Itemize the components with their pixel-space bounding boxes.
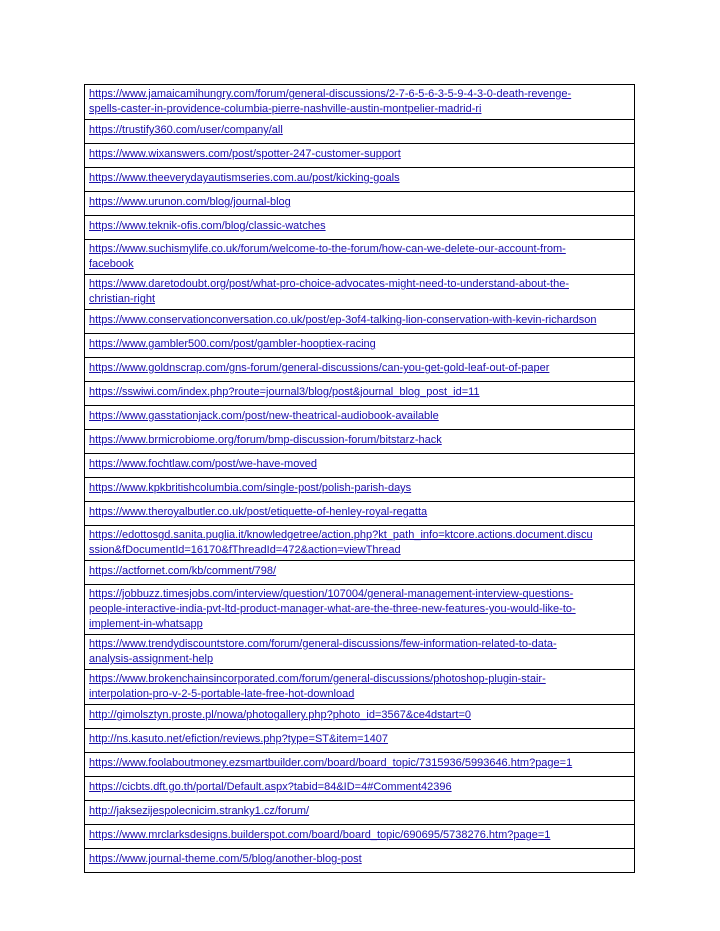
link-cell — [85, 358, 635, 382]
url-link[interactable]: https://www.theroyalbutler.co.uk/post/etiquette-of-henley-royal-regatta — [89, 506, 428, 518]
url-link[interactable]: people-interactive-india-pvt-ltd-product-manager-what-are-the-three-new-features-you-would-like-to- — [89, 603, 576, 615]
link-cell — [85, 585, 635, 635]
link-cell — [85, 526, 635, 561]
link-row — [85, 561, 635, 585]
link-cell — [85, 168, 635, 192]
link-row — [85, 120, 635, 144]
url-link[interactable]: https://jobbuzz.timesjobs.com/interview/question/107004/general-management-interview-questions- — [89, 588, 574, 600]
url-link[interactable]: https://www.fochtlaw.com/post/we-have-moved — [89, 458, 318, 470]
link-row — [85, 777, 635, 801]
link-cell — [85, 310, 635, 334]
link-row — [85, 502, 635, 526]
link-row — [85, 144, 635, 168]
link-cell — [85, 801, 635, 825]
url-link[interactable]: https://www.mrclarksdesigns.builderspot.com/board/board_topic/690695/5738276.htm?page=1 — [89, 829, 551, 841]
link-cell — [85, 777, 635, 801]
link-row — [85, 478, 635, 502]
link-row — [85, 430, 635, 454]
url-link[interactable]: https://www.suchismylife.co.uk/forum/welcome-to-the-forum/how-can-we-delete-our-account-from- — [89, 243, 566, 255]
link-cell — [85, 406, 635, 430]
url-link[interactable]: https://www.jamaicamihungry.com/forum/general-discussions/2-7-6-5-6-3-5-9-4-3-0-death-revenge- — [89, 88, 572, 100]
link-cell — [85, 144, 635, 168]
url-link[interactable]: https://www.gambler500.com/post/gambler-hooptiex-racing — [89, 338, 376, 350]
link-row — [85, 705, 635, 729]
url-link[interactable]: https://www.brmicrobiome.org/forum/bmp-discussion-forum/bitstarz-hack — [89, 434, 442, 446]
url-link[interactable]: https://trustify360.com/user/company/all — [89, 124, 283, 136]
link-row — [85, 753, 635, 777]
link-cell — [85, 705, 635, 729]
url-link[interactable]: http://gimolsztyn.proste.pl/nowa/photogallery.php?photo_id=3567&ce4dstart=0 — [89, 709, 471, 721]
url-link[interactable]: https://www.journal-theme.com/5/blog/another-blog-post — [89, 853, 362, 865]
link-row — [85, 382, 635, 406]
link-cell — [85, 729, 635, 753]
link-row — [85, 454, 635, 478]
url-link[interactable]: http://jaksezijespolecnicim.stranky1.cz/forum/ — [89, 805, 310, 817]
link-list-table — [84, 84, 635, 873]
url-link[interactable]: https://sswiwi.com/index.php?route=journal3/blog/post&journal_blog_post_id=11 — [89, 386, 480, 398]
link-cell — [85, 561, 635, 585]
link-cell — [85, 192, 635, 216]
url-link[interactable]: https://actfornet.com/kb/comment/798/ — [89, 565, 277, 577]
link-row — [85, 585, 635, 635]
link-row — [85, 635, 635, 670]
link-cell — [85, 120, 635, 144]
link-cell — [85, 670, 635, 705]
url-link[interactable]: spells-caster-in-providence-columbia-pierre-nashville-austin-montpelier-madrid-ri — [89, 103, 482, 115]
link-list-body — [85, 85, 635, 873]
link-cell — [85, 334, 635, 358]
link-row — [85, 729, 635, 753]
link-cell — [85, 85, 635, 120]
link-row — [85, 85, 635, 120]
link-cell — [85, 502, 635, 526]
url-link[interactable]: https://cicbts.dft.go.th/portal/Default.aspx?tabid=84&ID=4#Comment42396 — [89, 781, 452, 793]
url-link[interactable]: facebook — [89, 258, 134, 270]
link-cell — [85, 382, 635, 406]
link-row — [85, 526, 635, 561]
url-link[interactable]: implement-in-whatsapp — [89, 618, 203, 630]
url-link[interactable]: https://www.urunon.com/blog/journal-blog — [89, 196, 291, 208]
link-cell — [85, 430, 635, 454]
link-row — [85, 825, 635, 849]
link-cell — [85, 216, 635, 240]
link-cell — [85, 275, 635, 310]
url-link[interactable]: https://www.conservationconversation.co.uk/post/ep-3of4-talking-lion-conservation-with-kevin-richardson — [89, 314, 597, 326]
link-row — [85, 406, 635, 430]
link-cell — [85, 478, 635, 502]
url-link[interactable]: christian-right — [89, 293, 156, 305]
link-row — [85, 801, 635, 825]
url-link[interactable]: https://www.kpkbritishcolumbia.com/single-post/polish-parish-days — [89, 482, 412, 494]
url-link[interactable]: https://www.trendydiscountstore.com/forum/general-discussions/few-information-related-to-data- — [89, 638, 557, 650]
url-link[interactable]: http://ns.kasuto.net/efiction/reviews.php?type=ST&item=1407 — [89, 733, 389, 745]
link-row — [85, 192, 635, 216]
url-link[interactable]: https://www.foolaboutmoney.ezsmartbuilder.com/board/board_topic/7315936/5993646.htm?page=1 — [89, 757, 573, 769]
link-row — [85, 334, 635, 358]
link-cell — [85, 240, 635, 275]
link-cell — [85, 849, 635, 873]
link-row — [85, 849, 635, 873]
url-link[interactable]: https://www.brokenchainsincorporated.com/forum/general-discussions/photoshop-plugin-stair- — [89, 673, 546, 685]
link-row — [85, 275, 635, 310]
url-link[interactable]: interpolation-pro-v-2-5-portable-late-free-hot-download — [89, 688, 355, 700]
link-row — [85, 310, 635, 334]
link-row — [85, 216, 635, 240]
link-row — [85, 240, 635, 275]
url-link[interactable]: https://www.goldnscrap.com/gns-forum/general-discussions/can-you-get-gold-leaf-out-of-paper — [89, 362, 550, 374]
url-link[interactable]: https://www.daretodoubt.org/post/what-pro-choice-advocates-might-need-to-understand-about-the- — [89, 278, 569, 290]
url-link[interactable]: https://www.gasstationjack.com/post/new-theatrical-audiobook-available — [89, 410, 439, 422]
link-row — [85, 670, 635, 705]
link-cell — [85, 825, 635, 849]
url-link[interactable]: https://edottosgd.sanita.puglia.it/knowledgetree/action.php?kt_path_info=ktcore.actions.document.discu — [89, 529, 593, 541]
link-cell — [85, 635, 635, 670]
url-link[interactable]: analysis-assignment-help — [89, 653, 214, 665]
url-link[interactable]: https://www.theeverydayautismseries.com.au/post/kicking-goals — [89, 172, 400, 184]
url-link[interactable]: https://www.teknik-ofis.com/blog/classic-watches — [89, 220, 326, 232]
link-row — [85, 358, 635, 382]
link-cell — [85, 753, 635, 777]
link-row — [85, 168, 635, 192]
url-link[interactable]: ssion&fDocumentId=16170&fThreadId=472&action=viewThread — [89, 544, 401, 556]
link-cell — [85, 454, 635, 478]
url-link[interactable]: https://www.wixanswers.com/post/spotter-247-customer-support — [89, 148, 401, 160]
